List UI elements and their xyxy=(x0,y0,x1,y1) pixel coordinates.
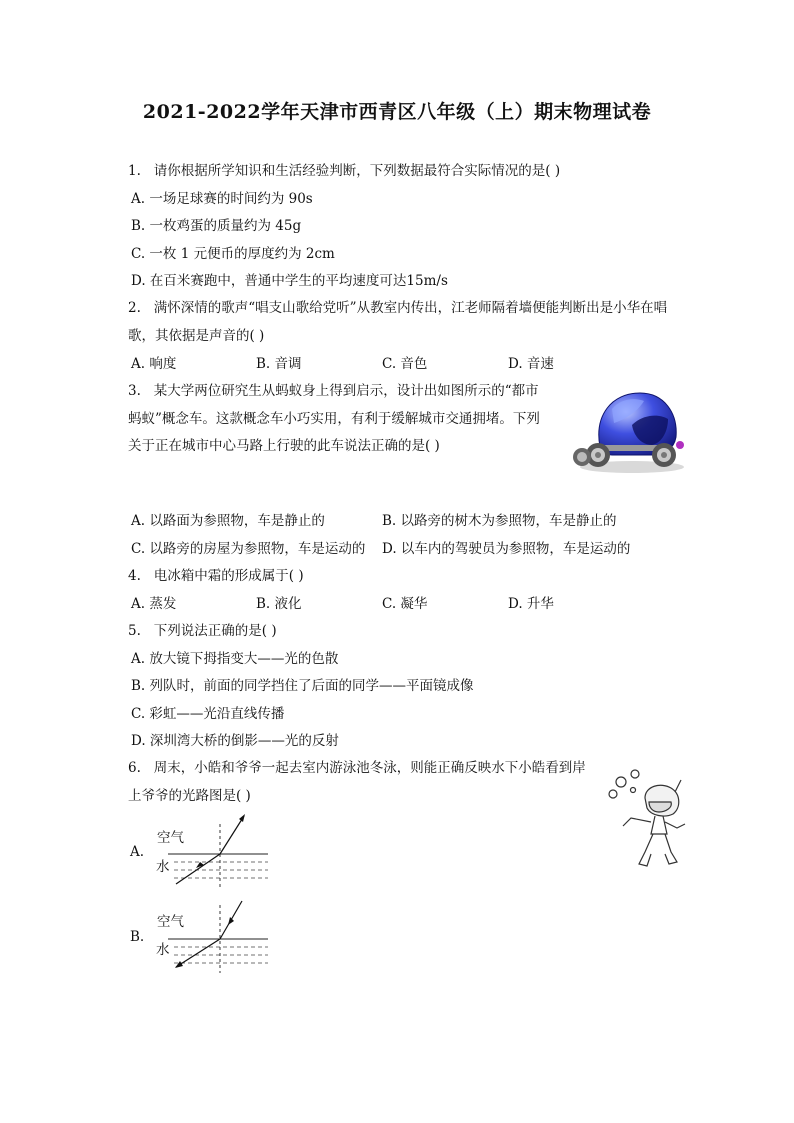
question-4-option-d: D. 升华 xyxy=(508,596,554,612)
question-4-text: 电冰箱中霜的形成属于( ) xyxy=(153,568,304,584)
diagram-b-air-label: 空气 xyxy=(157,914,184,930)
question-3-option-d: D. 以车内的驾驶员为参照物，车是运动的 xyxy=(382,541,631,557)
question-2-option-a: A. 响度 xyxy=(131,356,177,372)
question-1-text: 请你根据所学知识和生活经验判断，下列数据最符合实际情况的是( ) xyxy=(153,163,561,179)
question-4-stem xyxy=(128,567,304,585)
question-3-option-c: C. 以路旁的房屋为参照物，车是运动的 xyxy=(131,541,366,557)
option-b-light-path-diagram xyxy=(168,895,272,975)
question-3-option-a: A. 以路面为参照物，车是静止的 xyxy=(131,513,325,529)
question-2-number: 2. xyxy=(128,300,141,316)
question-5-option-d: D. 深圳湾大桥的倒影——光的反射 xyxy=(131,733,339,749)
question-5-option-c: C. 彩虹——光沿直线传播 xyxy=(131,706,285,722)
question-5-number: 5. xyxy=(128,623,141,639)
question-1-option-b: B. 一枚鸡蛋的质量约为 45g xyxy=(131,218,302,234)
page-title: 2021-2022学年天津市西青区八年级（上）期末物理试卷 xyxy=(142,101,652,123)
diagram-a-water-label: 水 xyxy=(156,859,170,875)
question-4-option-c: C. 凝华 xyxy=(382,596,428,612)
question-1-stem xyxy=(128,162,560,180)
question-2-option-d: D. 音速 xyxy=(508,356,554,372)
question-3-text-line3: 关于正在城市中心马路上行驶的此车说法正确的是( ) xyxy=(128,438,440,454)
question-4-number: 4. xyxy=(128,568,141,584)
question-6-option-a-label: A. xyxy=(130,844,145,860)
question-1-option-c: C. 一枚 1 元便币的厚度约为 2cm xyxy=(131,246,335,262)
question-6-text-line2: 上爷爷的光路图是( ) xyxy=(128,788,251,804)
question-2-text-line1: 满怀深情的歌声“唱支山歌给党听”从教室内传出，江老师隔着墙便能判断出是小华在唱 xyxy=(153,300,668,316)
question-3-text-line2: 蚂蚁”概念车。这款概念车小巧实用，有利于缓解城市交通拥堵。下列 xyxy=(128,411,540,427)
option-a-light-path-diagram xyxy=(168,810,272,890)
question-6-text-line1: 周末，小皓和爷爷一起去室内游泳池冬泳，则能正确反映水下小皓看到岸 xyxy=(153,760,586,776)
question-1-number: 1. xyxy=(128,163,141,179)
question-2-option-c: C. 音色 xyxy=(382,356,428,372)
ant-concept-car-image xyxy=(572,385,690,475)
question-5-stem xyxy=(128,622,277,640)
question-1-option-d: D. 在百米赛跑中，普通中学生的平均速度可达15m/s xyxy=(131,273,448,289)
question-3-stem xyxy=(128,382,539,400)
question-3-option-b: B. 以路旁的树木为参照物，车是静止的 xyxy=(382,513,617,529)
question-6-stem xyxy=(128,759,586,777)
question-2-option-b: B. 音调 xyxy=(256,356,302,372)
question-1-option-a: A. 一场足球赛的时间约为 90s xyxy=(131,191,313,207)
question-3-number: 3. xyxy=(128,383,141,399)
diagram-b-water-label: 水 xyxy=(156,942,170,958)
diagram-a-air-label: 空气 xyxy=(157,830,184,846)
snorkel-boy-image xyxy=(605,768,693,870)
question-5-option-a: A. 放大镜下拇指变大——光的色散 xyxy=(131,651,339,667)
question-6-number: 6. xyxy=(128,760,141,776)
question-2-text-line2: 歌，其依据是声音的( ) xyxy=(128,328,265,344)
question-4-option-b: B. 液化 xyxy=(256,596,302,612)
question-2-stem xyxy=(128,299,667,317)
question-5-option-b: B. 列队时，前面的同学挡住了后面的同学——平面镜成像 xyxy=(131,678,474,694)
question-5-text: 下列说法正确的是( ) xyxy=(153,623,277,639)
question-4-option-a: A. 蒸发 xyxy=(131,596,177,612)
question-3-text-line1: 某大学两位研究生从蚂蚁身上得到启示，设计出如图所示的“都市 xyxy=(153,383,539,399)
question-6-option-b-label: B. xyxy=(130,929,145,945)
